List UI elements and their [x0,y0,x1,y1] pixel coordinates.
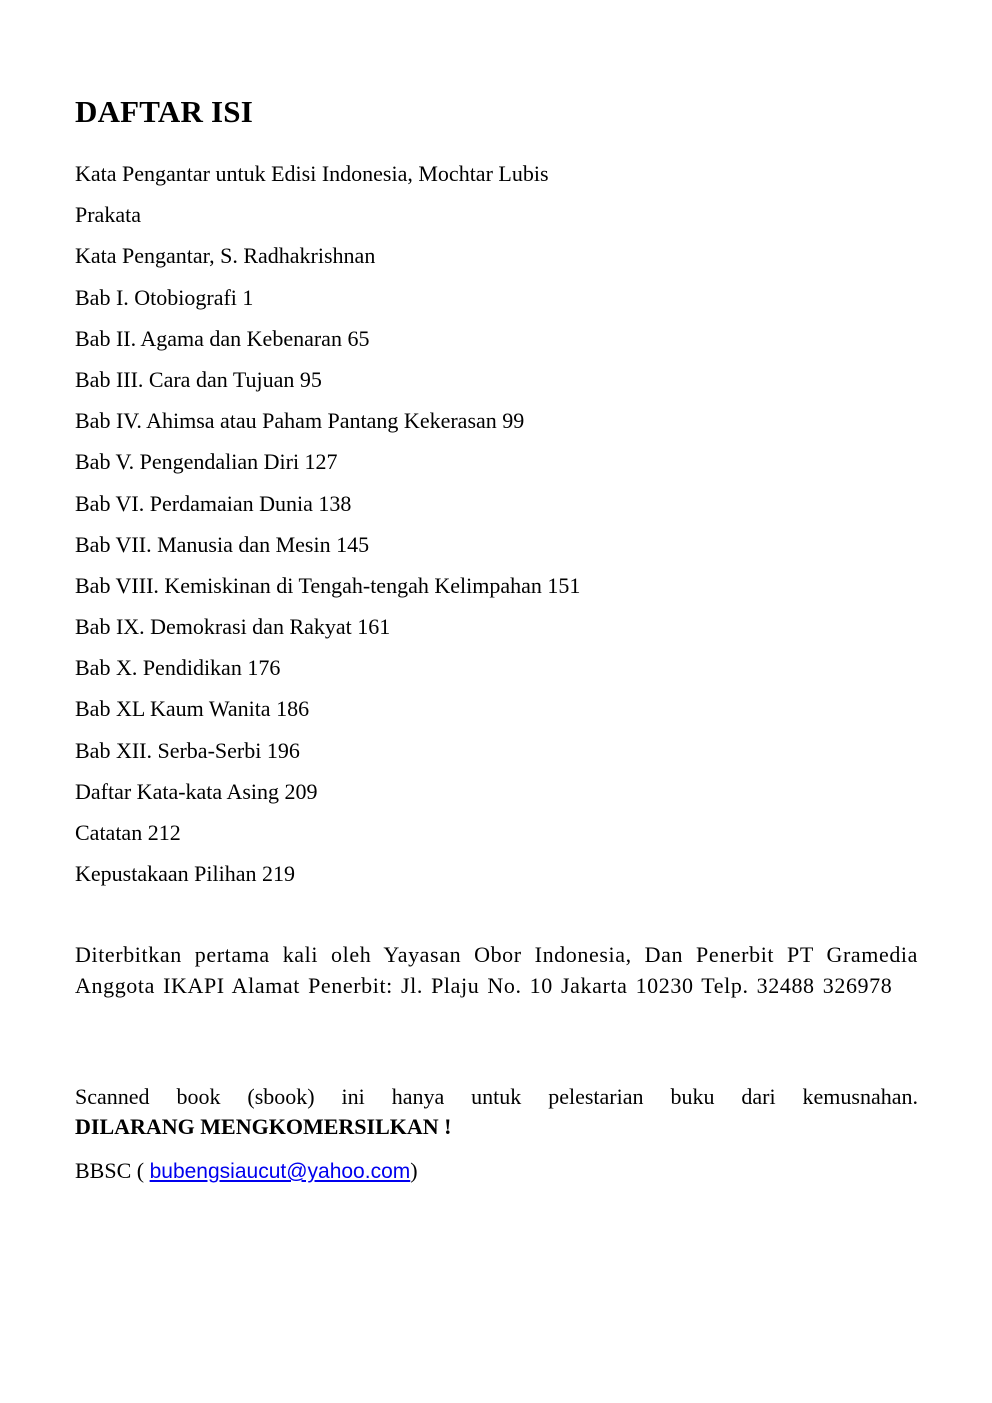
publisher-note: Diterbitkan pertama kali oleh Yayasan Obor Indonesia, Dan Penerbit PT Gramedia Anggota IKAPI Alamat Penerbit: Jl. Plaju No. 10 Jakarta 10230 Telp. 32488 326978 [75,942,918,998]
toc-entry: Kata Pengantar, S. Radhakrishnan [75,243,376,269]
toc-entry: Bab VIII. Kemiskinan di Tengah-tengah Kelimpahan 151 [75,572,581,598]
contact-prefix: BBSC ( [75,1158,150,1183]
toc-entry: Bab IV. Ahimsa atau Paham Pantang Kekerasan 99 [75,408,525,434]
toc-entry: Bab V. Pengendalian Diri 127 [75,449,338,475]
scan-notice [75,1082,918,1142]
contact-line [75,1154,418,1189]
toc-entry: Prakata [75,202,141,228]
toc-entry: Kata Pengantar untuk Edisi Indonesia, Mochtar Lubis [75,161,549,186]
document-page [75,0,918,1403]
toc-entry: Daftar Kata-kata Asing 209 [75,778,318,804]
toc-entry: Kepustakaan Pilihan 219 [75,861,295,887]
page-title: DAFTAR ISI [75,94,253,129]
toc-entry: Bab I. Otobiografi 1 [75,284,254,310]
toc-entry: Bab VII. Manusia dan Mesin 145 [75,531,370,557]
commercial-warning: DILARANG MENGKOMERSILKAN ! [75,1114,452,1139]
toc-entry: Bab III. Cara dan Tujuan 95 [75,366,322,392]
toc-entry: Catatan 212 [75,820,181,845]
toc-entry: Bab IX. Demokrasi dan Rakyat 161 [75,614,391,640]
email-link[interactable]: bubengsiaucut@yahoo.com [149,1160,411,1183]
toc-entry: Bab X. Pendidikan 176 [75,655,281,681]
toc-entry: Bab II. Agama dan Kebenaran 65 [75,325,370,351]
toc-entry: Bab VI. Perdamaian Dunia 138 [75,490,352,516]
toc-entry: Bab XL Kaum Wanita 186 [75,696,310,722]
table-of-contents [75,157,580,898]
scan-notice-text: Scanned book (sbook) ini hanya untuk pelestarian buku dari kemusnahan. [75,1084,918,1109]
contact-suffix: ) [410,1158,418,1183]
toc-entry: Bab XII. Serba-Serbi 196 [75,737,300,763]
